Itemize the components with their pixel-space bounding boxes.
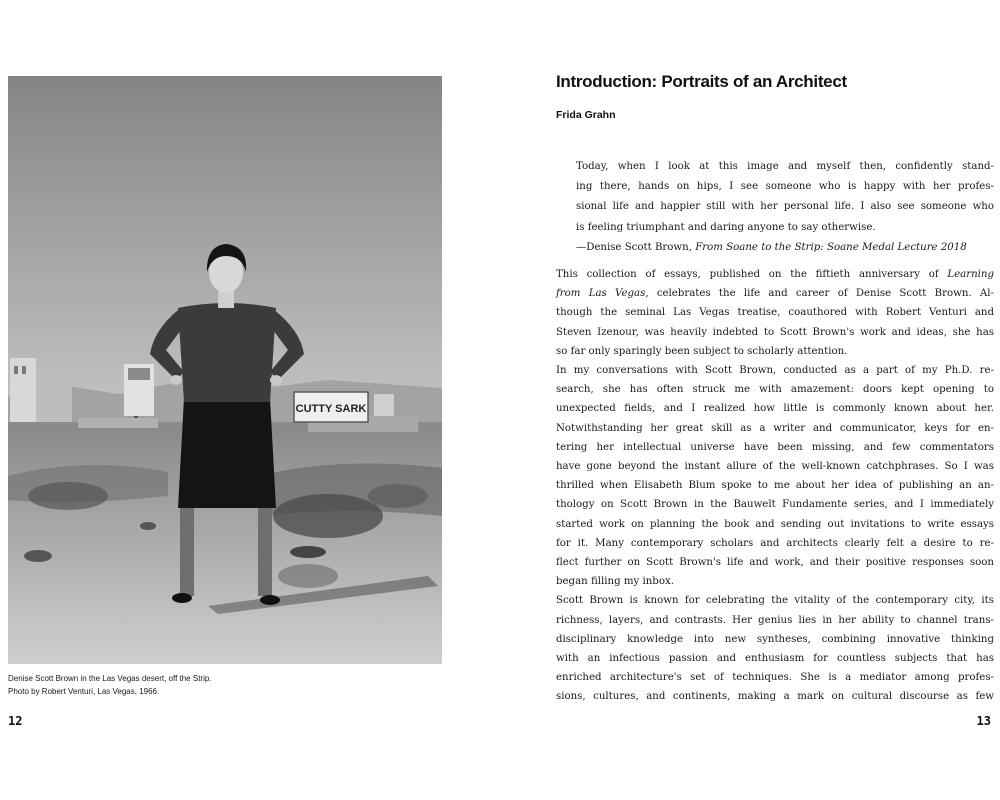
caption-line: Denise Scott Brown in the Las Vegas desert, off the Strip. — [8, 674, 212, 683]
chapter-title: Introduction: Portraits of an Architect — [556, 72, 847, 91]
body-line: richness, layers, and contrasts. Her genius lies in her ability to channel trans- — [556, 614, 994, 626]
body-line: though the seminal Las Vegas treatise, coauthored with Robert Venturi and — [556, 307, 994, 319]
body-line: thrilled when Elisabeth Blum spoke to me about her idea of publishing an an- — [556, 480, 994, 492]
body-line: Steven Izenour, was heavily indebted to Scott Brown's work and ideas, she has — [556, 326, 994, 338]
body-line: tering her intellectual universe have been missing, and few commentators — [556, 441, 994, 453]
body-line: thology on Scott Brown in the Bauwelt Fundamente series, and I immediately — [556, 499, 994, 511]
body-line — [556, 284, 994, 303]
body-line: flect further on Scott Brown's life and work, and their positive responses soon — [556, 557, 994, 569]
photo-caption — [8, 672, 448, 698]
body-line: disciplinary knowledge into new syntheses, combining innovative thinking — [556, 633, 994, 645]
body-line: search, she has often struck me with amazement: doors kept opening to — [556, 384, 994, 396]
epigraph-line: ing there, hands on hips, I see someone who is happy with her profes- — [576, 181, 994, 193]
body-line — [556, 265, 994, 284]
body-line: unexpected fields, and I realized how little is commonly known about her. — [556, 403, 994, 415]
page-number-left: 12 — [8, 714, 23, 728]
body-line-text: This collection of essays, published on the fiftieth anniversary of — [556, 269, 948, 280]
epigraph-line: sional life and happier still with her personal life. I also see someone who — [576, 201, 994, 213]
body-line: have gone beyond the instant allure of the well-known catchphrases. So I was — [556, 461, 994, 473]
portrait-photo — [8, 76, 442, 664]
portrait-photo-illustration — [8, 76, 442, 664]
body-line-text: , celebrates the life and career of Denise Scott Brown. Al- — [645, 288, 994, 300]
body-line: so far only sparingly been subject to scholarly attention. — [556, 345, 848, 357]
epigraph-attribution — [576, 238, 994, 258]
body-line: started work on planning the book and sending out invitations to write essays — [556, 518, 994, 530]
book-title-italic: Learning — [947, 269, 994, 280]
body-line: began filling my inbox. — [556, 576, 674, 588]
page-number-right: 13 — [976, 714, 991, 728]
attribution-source: From Soane to the Strip: Soane Medal Lecture 2018 — [695, 241, 967, 253]
caption-line: Photo by Robert Venturi, Las Vegas, 1966. — [8, 687, 160, 696]
epigraph-line: is feeling triumphant and daring anyone to say otherwise. — [576, 221, 876, 233]
book-title-italic: from Las Vegas — [556, 288, 646, 300]
body-line: sions, cultures, and continents, making a mark on cultural discourse as few — [556, 691, 994, 703]
body-text — [556, 265, 994, 707]
body-line: Notwithstanding her great skill as a writer and communicator, keys for en- — [556, 422, 994, 434]
epigraph-line: Today, when I look at this image and myself then, confidently stand- — [576, 161, 994, 172]
attribution-prefix: —Denise Scott Brown, — [576, 241, 696, 253]
epigraph — [576, 157, 994, 258]
body-line: with an infectious passion and enthusiasm for countless subjects that has — [556, 653, 994, 665]
body-line: In my conversations with Scott Brown, conducted as a part of my Ph.D. re- — [556, 365, 994, 377]
chapter-author: Frida Grahn — [556, 109, 616, 121]
body-line: for it. Many contemporary scholars and architects clearly felt a desire to re- — [556, 537, 994, 549]
body-line: enriched architecture's set of techniques. She is a mediator among profes- — [556, 672, 994, 684]
cutty-sark-sign-text: CUTTY SARK — [295, 403, 367, 415]
body-line: Scott Brown is known for celebrating the vitality of the contemporary city, its — [556, 595, 994, 607]
